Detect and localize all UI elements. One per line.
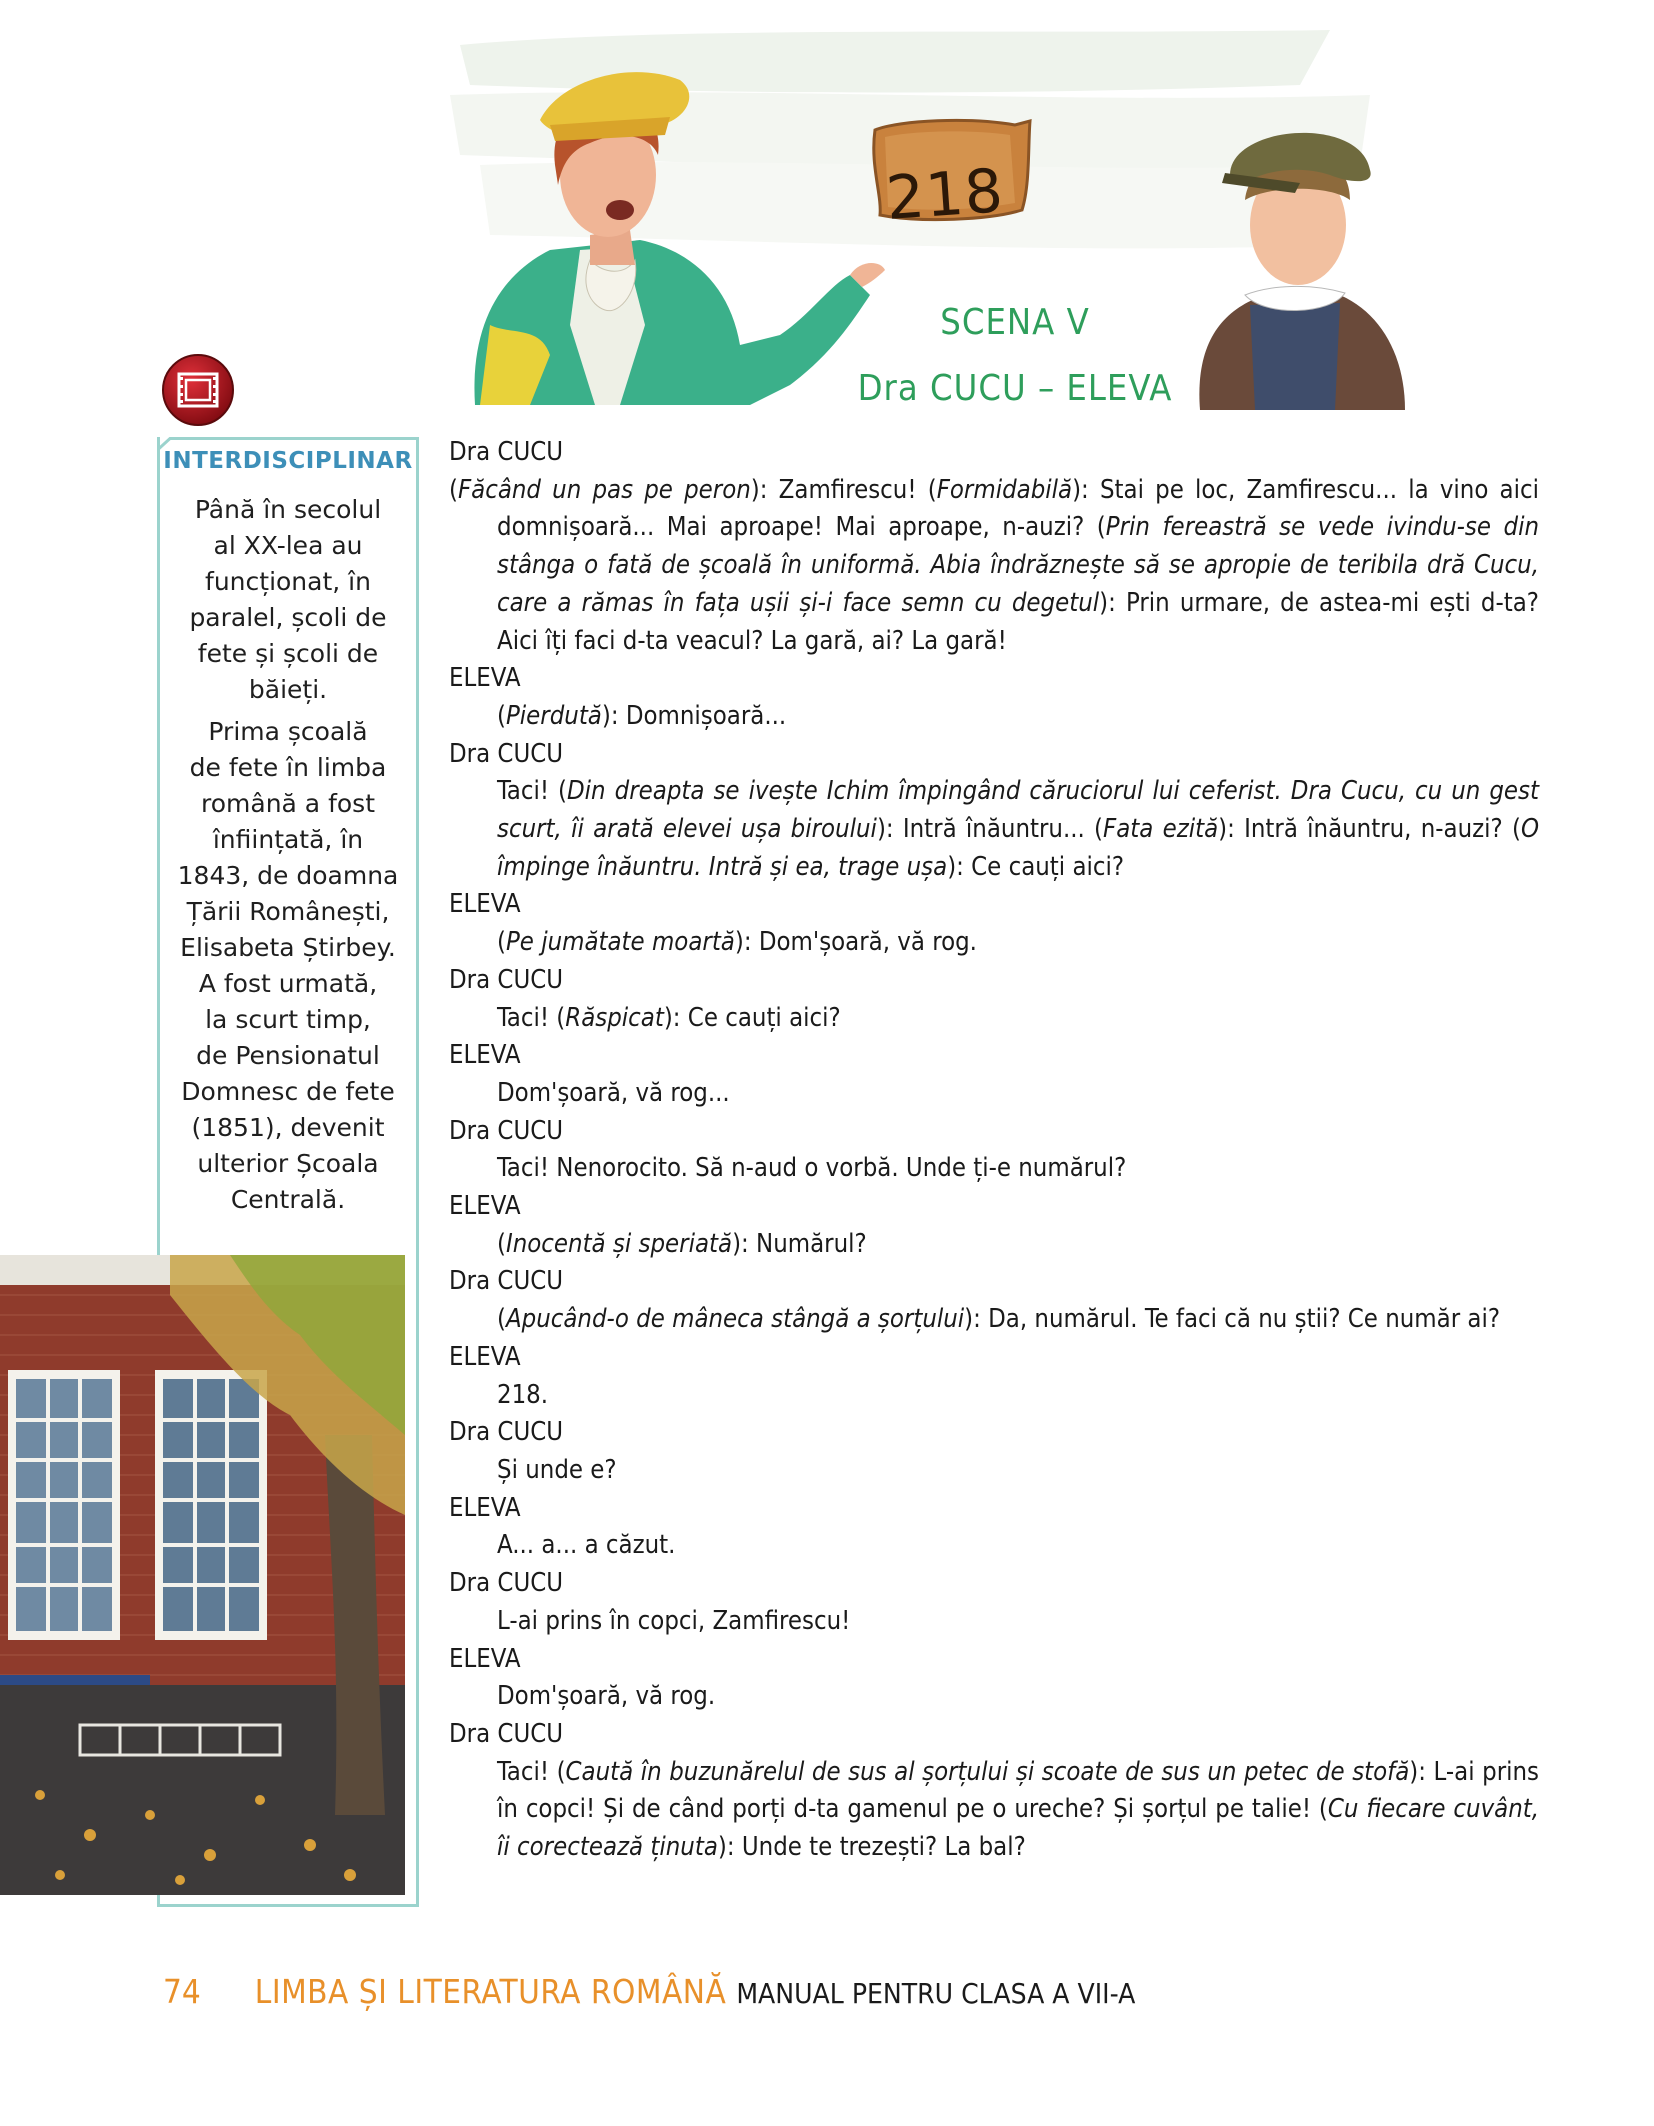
page-number: 74: [163, 1972, 201, 2011]
photo-window-left: [8, 1370, 120, 1640]
speaker-label: Dra CUCU: [449, 1266, 564, 1297]
spoken-text: (: [449, 474, 458, 505]
spoken-text: Și unde e?: [497, 1454, 617, 1485]
dialogue-line: [449, 773, 1539, 886]
stage-direction: Pe jumătate moartă: [505, 927, 735, 958]
spoken-text: A... a... a căzut.: [497, 1530, 676, 1561]
speaker-label: ELEVA: [449, 1191, 521, 1222]
spoken-text: (: [497, 1304, 506, 1335]
sidebar-line: băieți.: [248, 675, 328, 704]
spoken-text: Taci! (: [497, 1756, 566, 1787]
dialogue-line: [449, 1452, 1539, 1490]
spoken-text: ): Dom'șoară, vă rog.: [734, 927, 977, 958]
spoken-text: ): L-ai prins în copci! Și de când porți d-ta gamenul pe o ureche? Și șorțul pe talie! (: [497, 1756, 1539, 1825]
stage-direction: Prin fereastră se vede ivindu-se din stânga o fată de școală în uniformă. Abia îndrăznește să se apropie de teribila dră Cucu, care a rămas în fața ușii și-i face semn cu degetul: [497, 512, 1539, 618]
speaker-label: ELEVA: [449, 1643, 521, 1674]
sidebar-line: Elisabeta Știrbey.: [180, 933, 396, 962]
spoken-text: ): Da, numărul. Te faci că nu știi? Ce număr ai?: [964, 1304, 1501, 1335]
sidebar-line: (1851), devenit: [191, 1113, 385, 1142]
scene-characters: Dra CUCU – ELEVA: [857, 368, 1173, 409]
spoken-text: (: [497, 927, 506, 958]
interdisciplinary-paragraph-2: [160, 714, 416, 1218]
stage-direction: Formidabilă: [936, 474, 1073, 505]
speaker-label: Dra CUCU: [449, 1718, 564, 1749]
sidebar-line: funcționat, în: [205, 567, 371, 596]
spoken-text: (: [497, 1228, 506, 1259]
spoken-text: ): Ce cauți aici?: [663, 1002, 841, 1033]
speaker-label: Dra CUCU: [449, 1115, 564, 1146]
speaker-label: ELEVA: [449, 1040, 521, 1071]
sidebar-line: Centrală.: [230, 1185, 346, 1214]
stage-direction: Cu fiecare cuvânt, îi corectează ținuta: [497, 1794, 1540, 1863]
stage-direction: Pierdută: [505, 700, 602, 731]
spoken-text: ): Prin urmare, de astea-mi ești d-ta? Aici îți faci d-ta veacul? La gară, ai? La gară!: [497, 587, 1539, 656]
sidebar-line: A fost urmată,: [198, 969, 378, 998]
film-icon[interactable]: [160, 352, 236, 428]
dialogue-line: [449, 1754, 1539, 1867]
speaker-label: Dra CUCU: [449, 964, 564, 995]
sidebar-line: Domnesc de fete: [181, 1077, 395, 1106]
stage-direction: Inocentă și speriată: [505, 1228, 733, 1259]
sidebar-line: de fete în limba: [189, 753, 387, 782]
stage-direction: Din dreapta se ivește Ichim împingând căruciorul lui ceferist. Dra Cucu, cu un gest scurt, îi arată elevei ușa biroului: [497, 776, 1539, 845]
spoken-text: 218.: [497, 1379, 549, 1410]
sidebar-line: română a fost: [201, 789, 375, 818]
scene-title: SCENA V: [940, 302, 1090, 343]
dialogue-line: [449, 1603, 1539, 1641]
sidebar-line: Până în secolul: [194, 495, 382, 524]
stage-direction: Făcând un pas pe peron: [457, 474, 751, 505]
spoken-text: (: [497, 700, 506, 731]
stage-direction: Apucând-o de mâneca stângă a șorțului: [505, 1304, 965, 1335]
sidebar-line: Prima școală: [208, 717, 368, 746]
school-building-photo: [0, 1255, 405, 1895]
spoken-text: ): Intră înăuntru... (: [876, 814, 1104, 845]
speaker-label: Dra CUCU: [449, 738, 564, 769]
photo-window-right: [155, 1370, 267, 1640]
sidebar-line: ulterior Școala: [197, 1149, 379, 1178]
spoken-text: Dom'șoară, vă rog.: [497, 1681, 716, 1712]
spoken-text: Taci! (: [497, 1002, 566, 1033]
speaker-label: ELEVA: [449, 663, 521, 694]
sidebar-line: de Pensionatul: [196, 1041, 380, 1070]
dialogue-line: [449, 1000, 1539, 1038]
eleva-figure: [1199, 133, 1405, 410]
page-footer: [163, 1972, 1135, 2011]
dialogue-line: [449, 1075, 1539, 1113]
sidebar-line: la scurt timp,: [205, 1005, 371, 1034]
speaker-label: Dra CUCU: [449, 437, 564, 467]
dialogue-line: [449, 1678, 1539, 1716]
spoken-text: ): Intră înăuntru, n-auzi? (: [1218, 814, 1521, 845]
stage-direction: O împinge înăuntru. Intră și ea, trage ușa: [497, 814, 1540, 882]
spoken-text: Taci! Nenorocito. Să n-aud o vorbă. Unde ți-e numărul?: [497, 1153, 1127, 1184]
stage-direction: Răspicat: [565, 1002, 664, 1033]
dialogue-line: [449, 472, 1539, 661]
sidebar-line: înființată, în: [212, 825, 364, 854]
dialogue-text: [449, 434, 1539, 1867]
spoken-text: ): Stai pe loc, Zamfirescu... la vino aici domnișoară... Mai aproape! Mai aproape, n-auzi? (: [497, 474, 1539, 543]
speaker-label: Dra CUCU: [449, 1417, 564, 1448]
interdisciplinary-paragraph-1: [160, 492, 416, 708]
book-subtitle: MANUAL PENTRU CLASA A VII-A: [736, 1977, 1136, 2010]
spoken-text: ): Zamfirescu! (: [750, 474, 937, 505]
sidebar-line: paralel, școli de: [189, 603, 387, 632]
scene-sign-number: 218: [883, 155, 1007, 235]
sidebar-line: Țării Românești,: [186, 897, 390, 926]
stage-direction: Caută în buzunărelul de sus al șorțului și scoate de sus un petec de stofă: [565, 1756, 1410, 1787]
dialogue-line: [449, 1527, 1539, 1565]
speaker-label: ELEVA: [449, 889, 521, 920]
dialogue-line: [449, 1150, 1539, 1188]
dialogue-line: [449, 1377, 1539, 1415]
spoken-text: ): Unde te trezești? La bal?: [717, 1832, 1026, 1863]
dialogue-line: [449, 1226, 1539, 1264]
scene-heading: [835, 290, 1195, 422]
spoken-text: ): Numărul?: [732, 1228, 867, 1259]
speaker-label: ELEVA: [449, 1492, 521, 1523]
spoken-text: Dom'șoară, vă rog...: [497, 1077, 730, 1108]
sidebar-line: fete și școli de: [197, 639, 379, 668]
spoken-text: ): Domnișoară...: [601, 700, 787, 731]
dialogue-line: [449, 1301, 1539, 1339]
stage-direction: Fata ezită: [1103, 814, 1219, 845]
sidebar-line: al XX-lea au: [213, 531, 363, 560]
dialogue-line: [449, 698, 1539, 736]
book-title: LIMBA ȘI LITERATURA ROMÂNĂ: [254, 1972, 727, 2011]
interdisciplinary-heading: INTERDISCIPLINAR: [163, 448, 413, 474]
spoken-text: L-ai prins în copci, Zamfirescu!: [497, 1605, 851, 1636]
speaker-label: ELEVA: [449, 1341, 521, 1372]
spoken-text: Taci! (: [497, 776, 568, 807]
dialogue-line: [449, 924, 1539, 962]
sidebar-line: 1843, de doamna: [177, 861, 399, 890]
spoken-text: ): Ce cauți aici?: [947, 851, 1125, 882]
speaker-label: Dra CUCU: [449, 1568, 564, 1599]
